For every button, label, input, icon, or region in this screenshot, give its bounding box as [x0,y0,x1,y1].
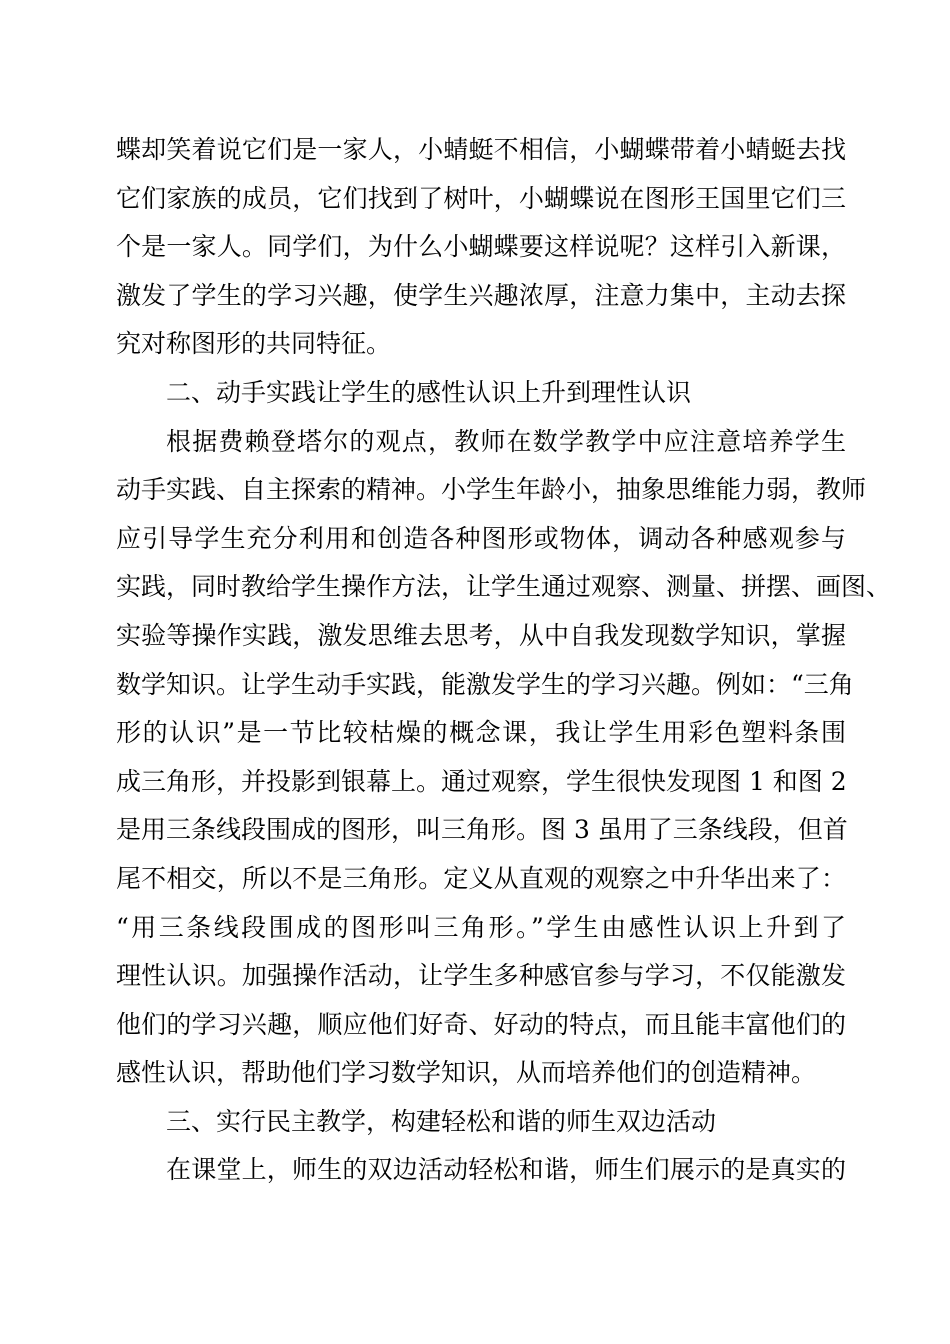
text-line: 蝶却笑着说它们是一家人，小蜻蜓不相信，小蝴蝶带着小蜻蜓去找 [116,135,846,164]
text-line: “用三条线段围成的图形叫三角形。”学生由感性认识上升到了 [116,912,846,942]
text-line: 根据费赖登塔尔的观点，教师在数学教学中应注意培养学生 [166,426,846,456]
text-line: 它们家族的成员，它们找到了树叶，小蝴蝶说在图形王国里它们三 [116,183,846,213]
text-line: 他们的学习兴趣，顺应他们好奇、好动的特点，而且能丰富他们的 [116,1009,846,1039]
text-line: 形的认识”是一节比较枯燥的概念课，我让学生用彩色塑料条围 [116,718,846,748]
text-line: 实践，同时教给学生操作方法，让学生通过观察、测量、拼摆、画图、 [116,572,892,602]
section-heading: 二、动手实践让学生的感性认识上升到理性认识 [166,377,692,407]
text-line: 实验等操作实践，激发思维去思考，从中自我发现数学知识，掌握 [116,620,846,650]
text-line: 个是一家人。同学们，为什么小蝴蝶要这样说呢？这样引入新课， [116,232,846,262]
text-line: 尾不相交，所以不是三角形。定义从直观的观察之中升华出来了： [116,863,846,893]
text-line: 成三角形，并投影到银幕上。通过观察，学生很快发现图 1 和图 2 [116,766,847,796]
document-body [116,126,892,1195]
text-line: 动手实践、自主探索的精神。小学生年龄小，抽象思维能力弱，教师 [116,475,867,505]
text-line: 激发了学生的学习兴趣，使学生兴趣浓厚，注意力集中，主动去探 [116,280,846,310]
text-line: 是用三条线段围成的图形，叫三角形。图 3 虽用了三条线段，但首 [116,815,848,845]
section-heading: 三、实行民主教学，构建轻松和谐的师生双边活动 [166,1106,717,1136]
text-line: 应引导学生充分利用和创造各种图形或物体，调动各种感观参与 [116,523,846,553]
text-line: 理性认识。加强操作活动，让学生多种感官参与学习，不仅能激发 [116,961,846,991]
text-line: 感性认识，帮助他们学习数学知识，从而培养他们的创造精神。 [116,1058,817,1088]
text-line: 在课堂上，师生的双边活动轻松和谐，师生们展示的是真实的 [166,1155,846,1185]
text-line: 数学知识。让学生动手实践，能激发学生的学习兴趣。例如：“三角 [116,669,854,699]
text-line: 究对称图形的共同特征。 [116,329,392,359]
